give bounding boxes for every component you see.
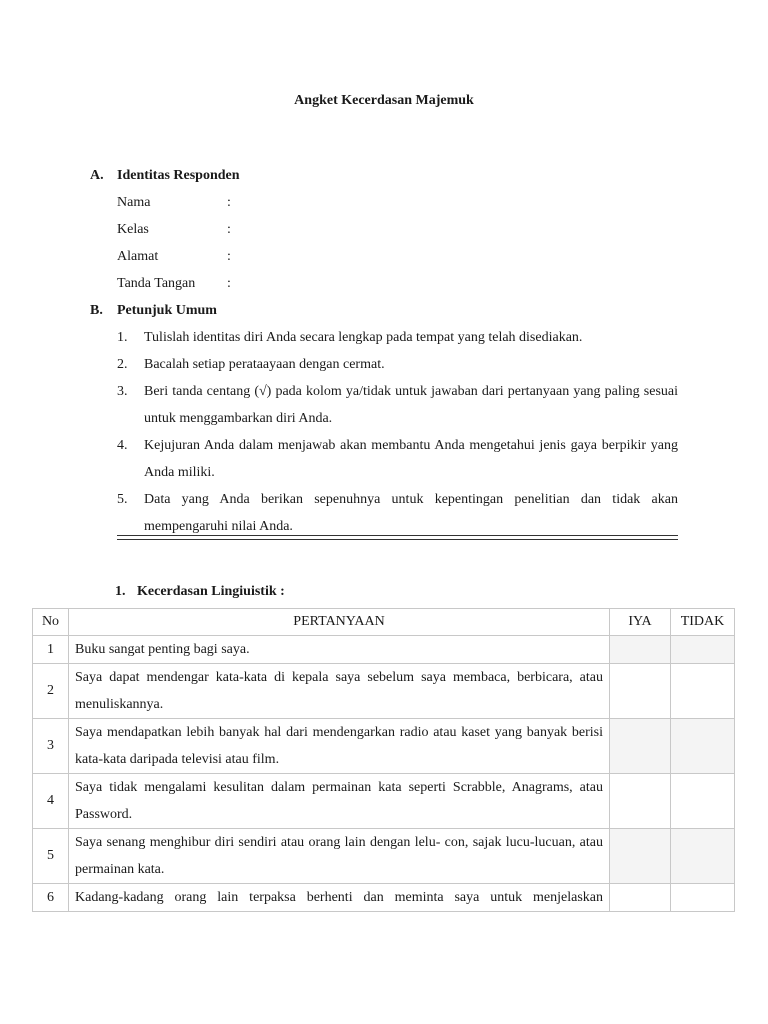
table-header-row bbox=[33, 609, 735, 636]
instruction-number: 1. bbox=[117, 330, 128, 345]
field-kelas bbox=[117, 222, 231, 238]
instruction-number: 2. bbox=[117, 357, 128, 372]
field-label: Alamat bbox=[117, 249, 159, 264]
question-text: Kadang-kadang orang lain terpaksa berhenti dan meminta saya untuk menjelaskan bbox=[69, 884, 610, 912]
double-rule-top bbox=[117, 535, 678, 536]
answer-tidak-cell[interactable] bbox=[671, 719, 735, 774]
instruction-number: 4. bbox=[117, 438, 128, 453]
answer-iya-cell[interactable] bbox=[610, 884, 671, 912]
instruction-item bbox=[117, 432, 678, 486]
section-b-letter: B. bbox=[90, 303, 103, 318]
instruction-text: Bacalah setiap perataayaan dengan cermat. bbox=[144, 357, 385, 372]
subsection-title: Kecerdasan Lingiuistik : bbox=[137, 584, 285, 599]
answer-iya-cell[interactable] bbox=[610, 774, 671, 829]
page-title: Angket Kecerdasan Majemuk bbox=[294, 93, 474, 108]
instruction-text: Beri tanda centang (√) pada kolom ya/tidak untuk jawaban dari pertanyaan yang paling sesuai untuk menggambarkan diri Anda. bbox=[144, 384, 678, 426]
header-no: No bbox=[33, 609, 69, 636]
row-number: 1 bbox=[33, 636, 69, 664]
section-a-title: Identitas Responden bbox=[117, 168, 240, 183]
field-label: Nama bbox=[117, 195, 151, 210]
instruction-item bbox=[117, 324, 678, 351]
instruction-number: 3. bbox=[117, 384, 128, 399]
question-text: Saya dapat mendengar kata-kata di kepala saya sebelum saya membaca, berbicara, atau menuliskannya. bbox=[69, 664, 610, 719]
row-number: 6 bbox=[33, 884, 69, 912]
answer-iya-cell[interactable] bbox=[610, 636, 671, 664]
table-row bbox=[33, 829, 735, 884]
instruction-list bbox=[117, 324, 678, 540]
answer-tidak-cell[interactable] bbox=[671, 636, 735, 664]
answer-tidak-cell[interactable] bbox=[671, 884, 735, 912]
field-separator: : bbox=[227, 195, 231, 210]
subsection-number: 1. bbox=[115, 584, 126, 599]
answer-tidak-cell[interactable] bbox=[671, 774, 735, 829]
question-text: Saya tidak mengalami kesulitan dalam permainan kata seperti Scrabble, Anagrams, atau Password. bbox=[69, 774, 610, 829]
instruction-text: Data yang Anda berikan sepenuhnya untuk kepentingan penelitian dan tidak akan mempengaruhi nilai Anda. bbox=[144, 492, 678, 534]
answer-iya-cell[interactable] bbox=[610, 719, 671, 774]
instruction-text: Kejujuran Anda dalam menjawab akan membantu Anda mengetahui jenis gaya berpikir yang Anda miliki. bbox=[144, 438, 678, 480]
instruction-item bbox=[117, 351, 678, 378]
question-text: Saya senang menghibur diri sendiri atau orang lain dengan lelu- con, sajak lucu-lucuan, atau permainan kata. bbox=[69, 829, 610, 884]
section-b-heading bbox=[90, 303, 217, 319]
header-question: PERTANYAAN bbox=[69, 609, 610, 636]
field-tanda-tangan bbox=[117, 276, 231, 292]
table-row bbox=[33, 636, 735, 664]
question-text: Saya mendapatkan lebih banyak hal dari mendengarkan radio atau kaset yang banyak berisi kata-kata daripada televisi atau film. bbox=[69, 719, 610, 774]
row-number: 5 bbox=[33, 829, 69, 884]
row-number: 3 bbox=[33, 719, 69, 774]
header-tidak: TIDAK bbox=[671, 609, 735, 636]
field-separator: : bbox=[227, 249, 231, 264]
subsection-heading bbox=[115, 584, 285, 600]
field-separator: : bbox=[227, 222, 231, 237]
field-label: Tanda Tangan bbox=[117, 276, 196, 291]
instruction-text: Tulislah identitas diri Anda secara lengkap pada tempat yang telah disediakan. bbox=[144, 330, 583, 345]
field-separator: : bbox=[227, 276, 231, 291]
double-rule-bottom bbox=[117, 539, 678, 540]
question-text: Buku sangat penting bagi saya. bbox=[69, 636, 610, 664]
table-row bbox=[33, 884, 735, 912]
answer-tidak-cell[interactable] bbox=[671, 829, 735, 884]
answer-tidak-cell[interactable] bbox=[671, 664, 735, 719]
section-a-heading bbox=[90, 168, 240, 184]
section-a-letter: A. bbox=[90, 168, 104, 183]
table-row bbox=[33, 774, 735, 829]
field-nama bbox=[117, 195, 231, 211]
field-alamat bbox=[117, 249, 231, 265]
header-iya: IYA bbox=[610, 609, 671, 636]
answer-iya-cell[interactable] bbox=[610, 829, 671, 884]
answer-iya-cell[interactable] bbox=[610, 664, 671, 719]
table-row bbox=[33, 719, 735, 774]
table-row bbox=[33, 664, 735, 719]
row-number: 4 bbox=[33, 774, 69, 829]
row-number: 2 bbox=[33, 664, 69, 719]
instruction-item bbox=[117, 378, 678, 432]
section-b-title: Petunjuk Umum bbox=[117, 303, 217, 318]
instruction-number: 5. bbox=[117, 492, 128, 507]
instruction-item bbox=[117, 486, 678, 540]
field-label: Kelas bbox=[117, 222, 149, 237]
questionnaire-table bbox=[32, 608, 735, 912]
